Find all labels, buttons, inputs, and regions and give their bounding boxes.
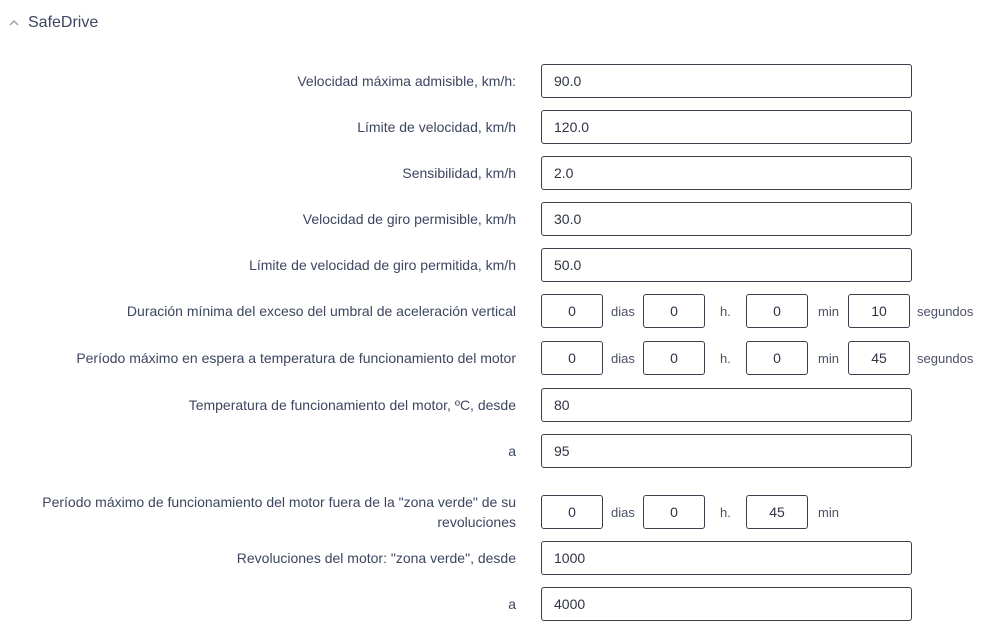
hours-unit-label: h. — [720, 303, 731, 319]
sensitivity-input[interactable] — [541, 156, 912, 190]
speed-limit-label: Límite de velocidad, km/h — [357, 119, 516, 135]
green-zone-days-input[interactable] — [541, 495, 603, 529]
min-vertical-accel-duration-label: Duración mínima del exceso del umbral de aceleración vertical — [126, 303, 516, 319]
field-row-speed-limit — [0, 110, 986, 144]
rpm-green-from-input[interactable] — [541, 541, 912, 575]
minutes-unit-label: min — [818, 504, 839, 520]
vertical-accel-hours-input[interactable] — [643, 294, 705, 328]
field-row-rpm-green-to — [0, 587, 986, 621]
rpm-green-from-label: Revoluciones del motor: "zona verde", desde — [236, 550, 516, 566]
speed-limit-input[interactable] — [541, 110, 912, 144]
field-row-engine-temp-from — [0, 388, 986, 422]
field-row-min-vertical-accel-duration — [0, 294, 986, 328]
hours-unit-label: h. — [720, 504, 731, 520]
vertical-accel-days-input[interactable] — [541, 294, 603, 328]
days-unit-label: dias — [611, 303, 635, 319]
turn-speed-limit-input[interactable] — [541, 248, 912, 282]
rpm-green-to-label: a — [508, 596, 516, 612]
field-row-rpm-green-from — [0, 541, 986, 575]
field-row-turn-speed-limit — [0, 248, 986, 282]
section-title: SafeDrive — [28, 14, 99, 31]
seconds-unit-label: segundos — [917, 350, 974, 366]
hours-unit-label: h. — [720, 350, 731, 366]
max-speed-label: Velocidad máxima admisible, km/h: — [297, 73, 516, 89]
days-unit-label: dias — [611, 350, 635, 366]
engine-temp-from-input[interactable] — [541, 388, 912, 422]
seconds-unit-label: segundos — [917, 303, 974, 319]
days-unit-label: dias — [611, 504, 635, 520]
field-row-max-speed — [0, 64, 986, 98]
chevron-up-icon — [8, 17, 20, 29]
engine-temp-to-input[interactable] — [541, 434, 912, 468]
turn-speed-limit-label: Límite de velocidad de giro permitida, km/h — [249, 257, 516, 273]
field-row-turn-speed — [0, 202, 986, 236]
vertical-accel-seconds-input[interactable] — [848, 294, 910, 328]
green-zone-minutes-input[interactable] — [746, 495, 808, 529]
engine-temp-from-label: Temperatura de funcionamiento del motor, ºC, desde — [188, 397, 516, 413]
max-engine-warmup-wait-label: Período máximo en espera a temperatura de funcionamiento del motor — [76, 350, 516, 366]
warmup-seconds-input[interactable] — [848, 341, 910, 375]
field-row-max-engine-warmup-wait — [0, 341, 986, 375]
warmup-hours-input[interactable] — [643, 341, 705, 375]
green-zone-hours-input[interactable] — [643, 495, 705, 529]
minutes-unit-label: min — [818, 303, 839, 319]
sensitivity-label: Sensibilidad, km/h — [402, 165, 516, 181]
max-outside-green-zone-label: Período máximo de funcionamiento del motor fuera de la "zona verde" de su revoluciones — [42, 494, 516, 530]
warmup-days-input[interactable] — [541, 341, 603, 375]
turn-speed-input[interactable] — [541, 202, 912, 236]
rpm-green-to-input[interactable] — [541, 587, 912, 621]
max-speed-input[interactable] — [541, 64, 912, 98]
field-row-engine-temp-to — [0, 434, 986, 468]
turn-speed-label: Velocidad de giro permisible, km/h — [302, 211, 516, 227]
field-row-sensitivity — [0, 156, 986, 190]
section-header-safedrive[interactable] — [8, 14, 98, 32]
vertical-accel-minutes-input[interactable] — [746, 294, 808, 328]
engine-temp-to-label: a — [508, 443, 516, 459]
field-row-max-outside-green-zone — [0, 495, 986, 529]
minutes-unit-label: min — [818, 350, 839, 366]
warmup-minutes-input[interactable] — [746, 341, 808, 375]
